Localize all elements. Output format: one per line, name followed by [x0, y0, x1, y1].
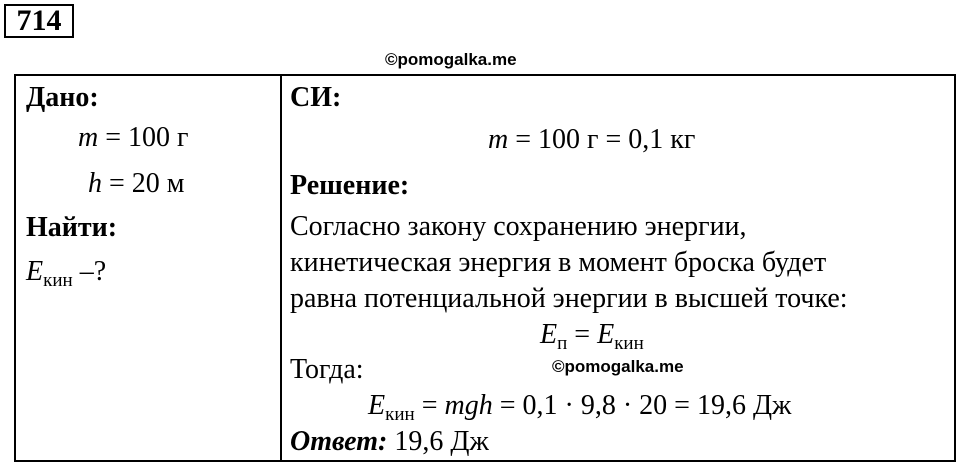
find-heading: Найти: — [26, 212, 118, 243]
solution-text-line-1: Согласно закону сохранению энергии, — [290, 211, 747, 242]
solution-heading: Решение: — [290, 170, 410, 201]
solution-text-line-2: кинетическая энергия в момент броска будет — [290, 247, 827, 278]
solution-table — [14, 74, 956, 462]
then-label: Тогда: — [290, 354, 364, 385]
solution-text-line-3: равна потенциальной энергии в высшей точке: — [290, 283, 848, 314]
si-conversion: m = 100 г = 0,1 кг — [488, 124, 696, 155]
kinetic-energy-calculation: $E_{кин}$ = mgh = 0,1 · 9,8 · 20 = 19,6 Дж — [368, 390, 792, 425]
watermark-top: ©pomogalka.me — [385, 50, 517, 69]
given-height: h = 20 м — [88, 168, 185, 199]
answer-line: Ответ: 19,6 Дж — [290, 426, 489, 457]
given-heading: Дано: — [26, 82, 99, 113]
watermark-middle: ©pomogalka.me — [552, 357, 684, 376]
column-divider — [280, 76, 282, 460]
energy-equality-formula: $E_п = E_{кин}$ — [540, 319, 644, 354]
find-kinetic-energy: $E_{кин}$ –? — [26, 256, 107, 291]
given-mass: m = 100 г — [78, 122, 189, 153]
problem-number: 714 — [4, 4, 74, 38]
si-heading: СИ: — [290, 82, 342, 113]
